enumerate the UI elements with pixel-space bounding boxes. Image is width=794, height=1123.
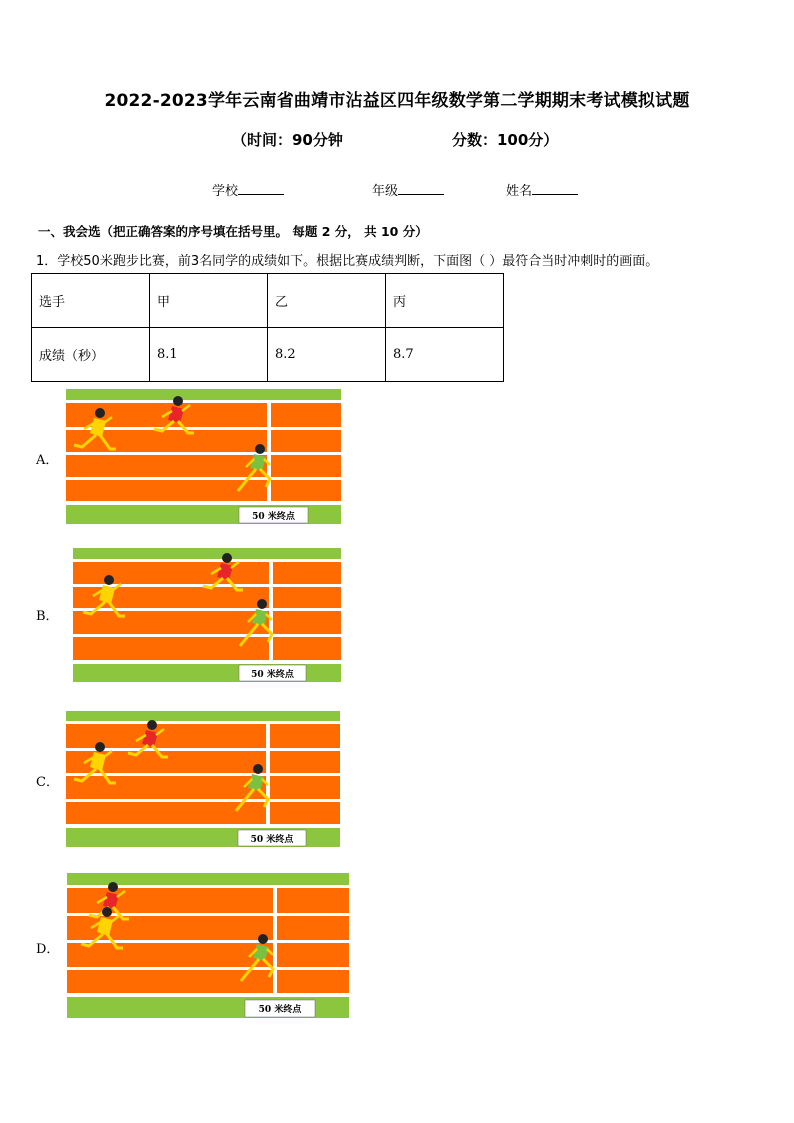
table-cell: 丙: [386, 274, 504, 328]
school-field: [212, 180, 284, 199]
name-field: [506, 180, 578, 199]
option-d-label[interactable]: D．: [36, 942, 60, 957]
option-b-image[interactable]: [73, 548, 341, 682]
exam-score: 分数：100分）: [452, 131, 559, 149]
race-track-figure: [73, 548, 341, 682]
table-row: [32, 328, 504, 382]
table-cell: 选手: [32, 274, 150, 328]
question-text: 1．学校50米跑步比赛，前3名同学的成绩如下。根据比赛成绩判断，下面图（ ）最符合当时冲刺时的画面。: [36, 254, 659, 269]
grade-field: [372, 180, 444, 199]
table-cell: 乙: [268, 274, 386, 328]
table-cell: 8.1: [150, 328, 268, 382]
school-blank[interactable]: [238, 182, 284, 195]
name-blank[interactable]: [532, 182, 578, 195]
section-heading: 一、我会选（把正确答案的序号填在括号里。 每题 2 分， 共 10 分）: [38, 224, 428, 239]
race-track-figure: [66, 389, 341, 524]
option-b-label[interactable]: B．: [36, 609, 59, 624]
table-cell: 8.2: [268, 328, 386, 382]
option-a-label[interactable]: A．: [36, 453, 59, 468]
table-cell: 甲: [150, 274, 268, 328]
option-a-image[interactable]: [66, 389, 341, 524]
table-cell: 成绩（秒）: [32, 328, 150, 382]
name-label: 姓名: [506, 184, 533, 199]
table-cell: 8.7: [386, 328, 504, 382]
table-header-row: [32, 274, 504, 328]
grade-label: 年级: [372, 184, 399, 199]
finish-label: 50 米终点: [250, 835, 294, 845]
grade-blank[interactable]: [398, 182, 444, 195]
option-d-image[interactable]: [67, 873, 349, 1018]
race-track-figure: [66, 711, 340, 847]
school-label: 学校: [212, 184, 239, 199]
option-c-label[interactable]: C．: [36, 775, 59, 790]
finish-label: 50 米终点: [252, 512, 295, 522]
finish-label: 50 米终点: [258, 1005, 302, 1015]
exam-title: 2022-2023学年云南省曲靖市沾益区四年级数学第二学期期末考试模拟试题: [104, 91, 690, 111]
race-track-figure: [67, 873, 349, 1018]
exam-time: （时间：90分钟: [232, 131, 343, 149]
option-c-image[interactable]: [66, 711, 340, 847]
score-table: [31, 273, 504, 382]
finish-label: 50 米终点: [251, 670, 294, 680]
